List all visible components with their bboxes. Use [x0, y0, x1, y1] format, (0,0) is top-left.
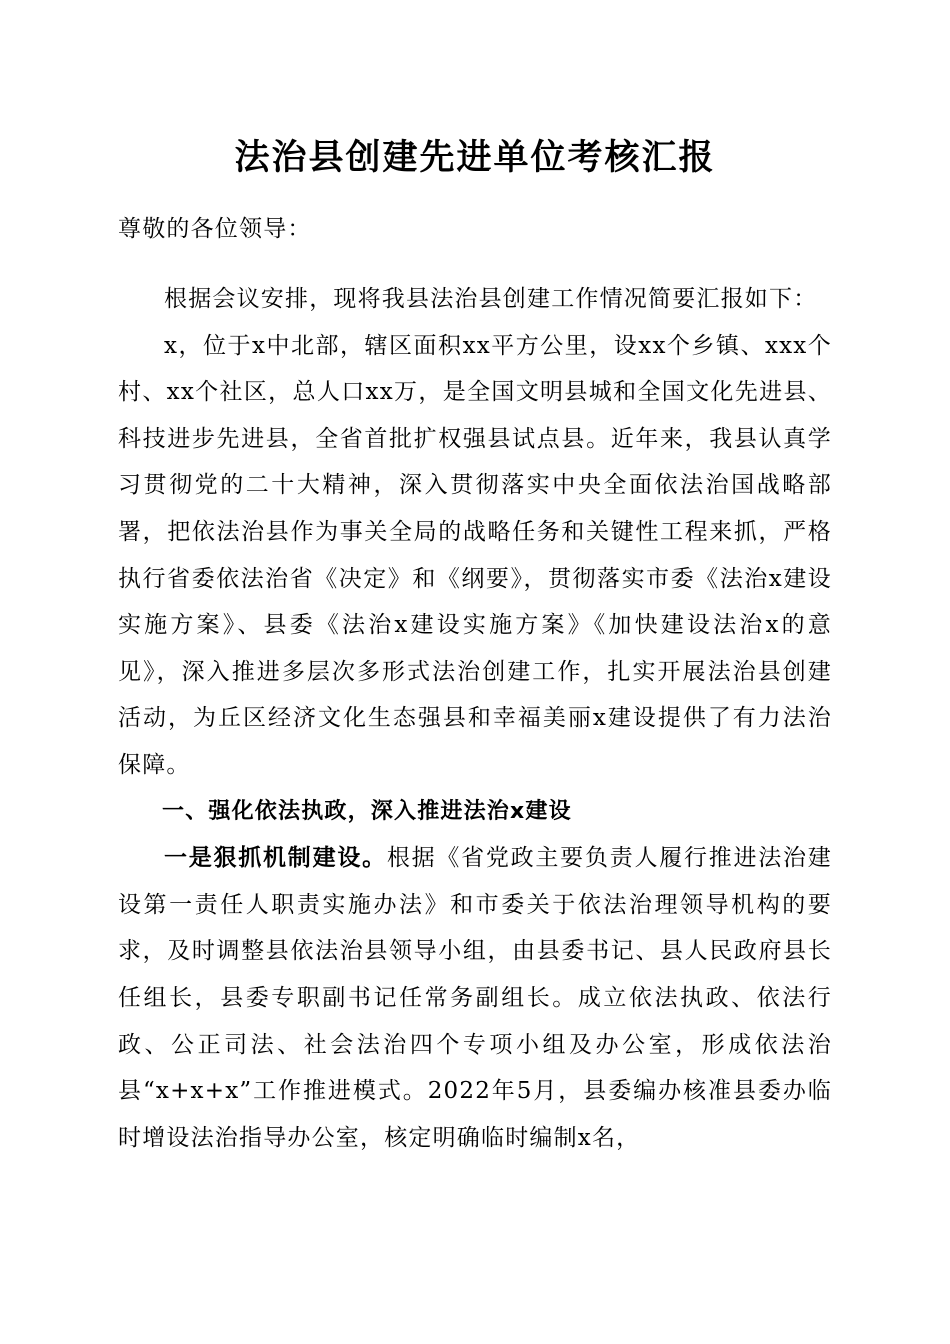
- document-body: [118, 276, 832, 1161]
- overview-paragraph: x，位于x中北部，辖区面积xx平方公里，设xx个乡镇、xxx个村、xx个社区，总人口xx万，是全国文明县城和全国文化先进县、科技进步先进县，全省首批扩权强县试点县。近年来，我县认真学习贯彻党的二十大精神，深入贯彻落实中央全面依法治国战略部署，把依法治县作为事关全局的战略任务和关键性工程来抓，严格执行省委依法治省《决定》和《纲要》，贯彻落实市委《法治x建设实施方案》、县委《法治x建设实施方案》《加快建设法治x的意见》，深入推进多层次多形式法治创建工作，扎实开展法治县创建活动，为丘区经济文化生态强县和幸福美丽x建设提供了有力法治保障。: [118, 332, 832, 778]
- document-title: 法治县创建先进单位考核汇报: [234, 137, 716, 178]
- section-paragraph: [118, 835, 832, 1161]
- paragraph-body: 根据《省党政主要负责人履行推进法治建设第一责任人职责实施办法》和市委关于依法治理领导机构的要求，及时调整县依法治县领导小组，由县委书记、县人民政府县长任组长，县委专职副书记任常务副组长。成立依法执政、依法行政、公正司法、社会法治四个专项小组及办公室，形成依法治县“x+x+x”工作推进模式。2022年5月，县委编办核准县委办临时增设法治指导办公室，核定明确临时编制x名，: [118, 845, 832, 1151]
- paragraph-lead: 一是狠抓机制建设。: [164, 844, 387, 872]
- salutation: 尊敬的各位领导：: [118, 216, 312, 242]
- section-heading: 一、强化依法执政，深入推进法治x建设: [162, 798, 572, 824]
- intro-paragraph: 根据会议安排，现将我县法治县创建工作情况简要汇报如下：: [164, 286, 818, 312]
